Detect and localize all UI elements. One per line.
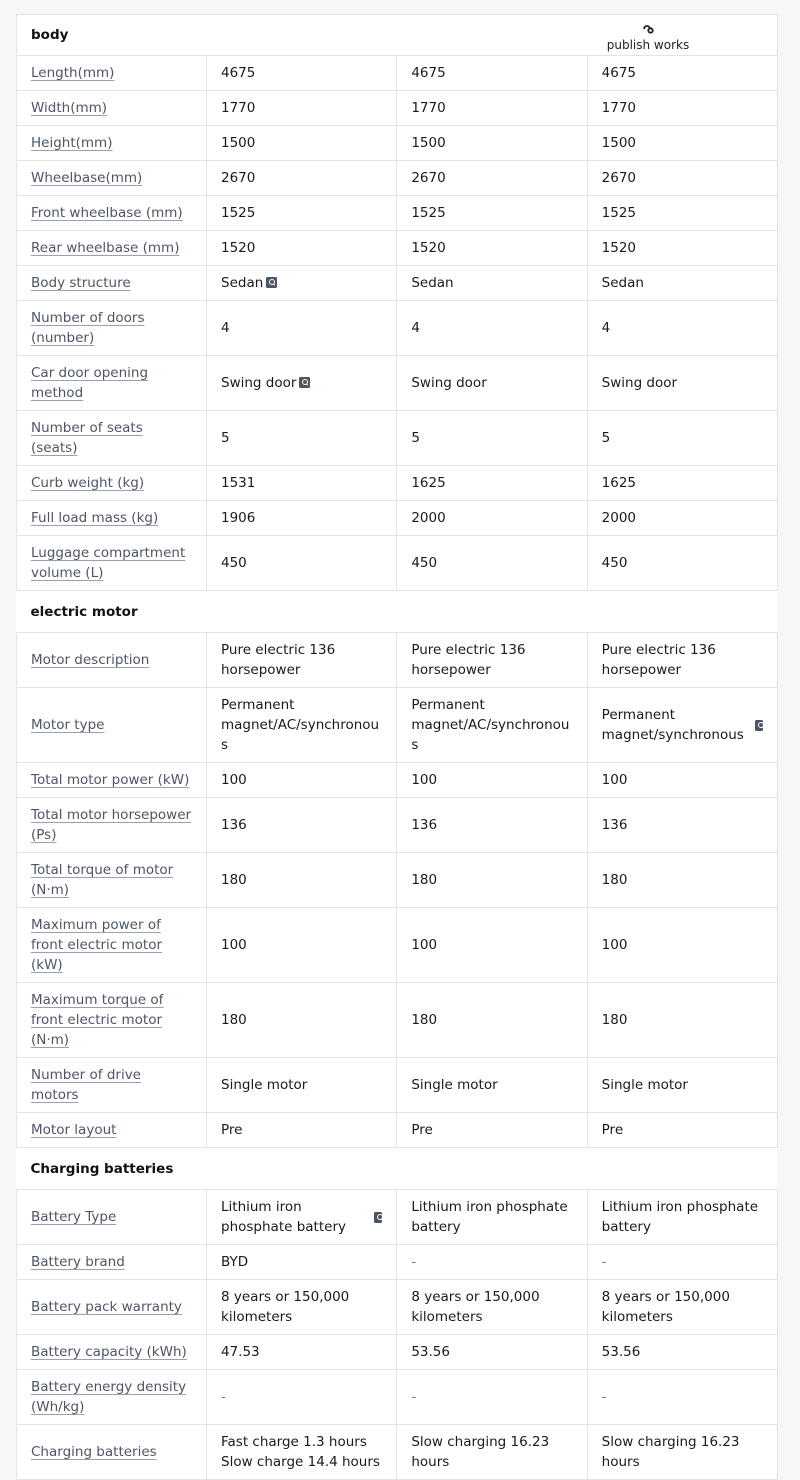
spec-value-wrap xyxy=(221,1197,382,1237)
spec-row-luggage-compartment-volume-l xyxy=(17,536,778,591)
info-search-icon[interactable] xyxy=(755,720,763,731)
publish-works-button[interactable] xyxy=(598,22,698,52)
spec-value: - xyxy=(411,1254,417,1270)
spec-value-cell xyxy=(587,126,777,161)
spec-label-link[interactable]: Front wheelbase (mm) xyxy=(17,196,207,231)
spec-row-motor-type xyxy=(17,688,778,763)
spec-value-cell xyxy=(397,56,587,91)
spec-value: Permanent magnet/AC/synchronous xyxy=(411,697,570,753)
spec-value: 100 xyxy=(411,772,438,788)
section-title: Charging batteries xyxy=(17,1148,778,1190)
section-header-charging-batteries xyxy=(17,1148,778,1190)
spec-value-cell xyxy=(207,231,397,266)
spec-label-link[interactable]: Length(mm) xyxy=(17,56,207,91)
spec-value: 100 xyxy=(411,937,438,953)
spec-value: 4675 xyxy=(221,65,256,81)
spec-value: 4 xyxy=(411,320,420,336)
spec-value-cell xyxy=(207,1335,397,1370)
spec-row-car-door-opening-method xyxy=(17,356,778,411)
spec-label-link[interactable]: Total torque of motor (N·m) xyxy=(17,853,207,908)
spec-value: 180 xyxy=(221,872,247,888)
spec-row-length-mm xyxy=(17,56,778,91)
spec-value: 450 xyxy=(221,555,247,571)
spec-value-cell xyxy=(397,91,587,126)
spec-value: 450 xyxy=(411,555,438,571)
spec-value-cell xyxy=(397,536,587,591)
spec-value-cell xyxy=(397,266,587,301)
spec-value: 53.56 xyxy=(601,1344,641,1360)
spec-label-link[interactable]: Total motor horsepower (Ps) xyxy=(17,798,207,853)
spec-value-cell xyxy=(397,501,587,536)
spec-row-maximum-torque-of-front-electric-motor-n-m xyxy=(17,983,778,1058)
spec-value: 100 xyxy=(601,937,628,953)
spec-value: 1770 xyxy=(601,100,637,116)
spec-value: Lithium iron phosphate battery xyxy=(601,1199,759,1235)
spec-value-cell xyxy=(587,196,777,231)
spec-value: 4675 xyxy=(601,65,637,81)
spec-value: Slow charging 16.23 hours xyxy=(411,1434,550,1470)
spec-value: 1520 xyxy=(601,240,637,256)
spec-value-cell xyxy=(397,633,587,688)
spec-value: 450 xyxy=(601,555,628,571)
spec-label-link[interactable]: Width(mm) xyxy=(17,91,207,126)
spec-value: 53.56 xyxy=(411,1344,450,1360)
spec-row-maximum-power-of-front-electric-motor-kw xyxy=(17,908,778,983)
spec-row-full-load-mass-kg xyxy=(17,501,778,536)
spec-value: BYD xyxy=(221,1254,249,1270)
info-search-icon[interactable] xyxy=(266,277,277,288)
spec-value: 180 xyxy=(601,872,628,888)
spec-value-cell xyxy=(397,1113,587,1148)
spec-value: Fast charge 1.3 hours Slow charge 14.4 hours xyxy=(221,1434,380,1470)
spec-value: Swing door xyxy=(221,375,297,391)
spec-label-link[interactable]: Maximum torque of front electric motor (N·m) xyxy=(17,983,207,1058)
spec-label-link[interactable]: Number of drive motors xyxy=(17,1058,207,1113)
spec-value: 2000 xyxy=(601,510,637,526)
spec-row-total-torque-of-motor-n-m xyxy=(17,853,778,908)
spec-label-link[interactable]: Body structure xyxy=(17,266,207,301)
spec-value-cell xyxy=(397,231,587,266)
spec-row-front-wheelbase-mm xyxy=(17,196,778,231)
spec-value-cell xyxy=(207,91,397,126)
spec-value: 5 xyxy=(221,430,230,446)
spec-value: Swing door xyxy=(411,375,487,391)
spec-value: 1500 xyxy=(601,135,637,151)
spec-row-wheelbase-mm xyxy=(17,161,778,196)
spec-label-link[interactable]: Car door opening method xyxy=(17,356,207,411)
spec-value-cell xyxy=(207,501,397,536)
spec-value-cell xyxy=(207,1058,397,1113)
spec-value-cell xyxy=(397,763,587,798)
spec-value-cell xyxy=(207,1190,397,1245)
spec-value: 136 xyxy=(601,817,628,833)
spec-value-cell xyxy=(207,536,397,591)
spec-value-cell xyxy=(207,908,397,983)
spec-row-battery-pack-warranty xyxy=(17,1280,778,1335)
spec-value: - xyxy=(411,1389,417,1405)
publish-works-label: publish works xyxy=(606,38,690,52)
spec-value-cell xyxy=(587,411,777,466)
spec-value: Sedan xyxy=(411,275,454,291)
spec-label-link[interactable]: Battery Type xyxy=(17,1190,207,1245)
info-search-icon[interactable] xyxy=(374,1212,382,1223)
spec-label-link[interactable]: Height(mm) xyxy=(17,126,207,161)
spec-value-cell xyxy=(397,1190,587,1245)
spec-value: 1531 xyxy=(221,475,256,491)
spec-value-cell xyxy=(587,466,777,501)
spec-value-cell xyxy=(587,1280,777,1335)
spec-value: 4 xyxy=(221,320,230,336)
spec-value: 2670 xyxy=(601,170,637,186)
spec-value-cell xyxy=(397,1245,587,1280)
spec-value: Pre xyxy=(411,1122,433,1138)
spec-value-cell xyxy=(397,411,587,466)
spec-row-total-motor-horsepower-ps xyxy=(17,798,778,853)
spec-value-cell xyxy=(397,126,587,161)
spec-label-link[interactable]: Number of seats (seats) xyxy=(17,411,207,466)
spec-value-cell xyxy=(587,798,777,853)
spec-value-cell xyxy=(587,633,777,688)
spec-value: 1770 xyxy=(221,100,256,116)
spec-row-battery-capacity-kwh xyxy=(17,1335,778,1370)
spec-value-cell xyxy=(207,196,397,231)
spec-value-cell xyxy=(587,983,777,1058)
spec-value: 100 xyxy=(221,937,247,953)
spec-value-cell xyxy=(207,126,397,161)
spec-label-link[interactable]: Total motor power (kW) xyxy=(17,763,207,798)
spec-row-width-mm xyxy=(17,91,778,126)
spec-value: 8 years or 150,000 kilometers xyxy=(411,1289,540,1325)
spec-row-curb-weight-kg xyxy=(17,466,778,501)
spec-value: Permanent magnet/synchronous xyxy=(601,707,744,743)
spec-row-battery-energy-density-wh-kg xyxy=(17,1370,778,1425)
spec-value: Single motor xyxy=(411,1077,498,1093)
spec-value: 136 xyxy=(221,817,247,833)
spec-label-link[interactable]: Motor description xyxy=(17,633,207,688)
spec-value-cell xyxy=(207,983,397,1058)
spec-value: Pre xyxy=(221,1122,243,1138)
spec-value-cell xyxy=(397,1280,587,1335)
spec-label-link[interactable]: Motor layout xyxy=(17,1113,207,1148)
spec-value: - xyxy=(601,1254,607,1270)
spec-value: 1520 xyxy=(411,240,446,256)
spec-value: 1520 xyxy=(221,240,256,256)
spec-value-cell xyxy=(207,301,397,356)
spec-label-link[interactable]: Rear wheelbase (mm) xyxy=(17,231,207,266)
section-title: body xyxy=(17,15,778,56)
spec-label-link[interactable]: Curb weight (kg) xyxy=(17,466,207,501)
spec-row-number-of-doors-number xyxy=(17,301,778,356)
spec-row-body-structure xyxy=(17,266,778,301)
spec-value: - xyxy=(601,1389,607,1405)
spec-value-cell xyxy=(207,1245,397,1280)
spec-value: Sedan xyxy=(221,275,264,291)
spec-value-cell xyxy=(207,161,397,196)
spec-value: 47.53 xyxy=(221,1344,260,1360)
spec-label-link[interactable]: Battery pack warranty xyxy=(17,1280,207,1335)
spec-value-cell xyxy=(587,1425,777,1480)
spec-label-link[interactable]: Number of doors (number) xyxy=(17,301,207,356)
spec-value: Lithium iron phosphate battery xyxy=(221,1199,346,1235)
spec-value-cell xyxy=(397,1335,587,1370)
spec-value-cell xyxy=(587,536,777,591)
spec-row-motor-layout xyxy=(17,1113,778,1148)
spec-value-wrap xyxy=(602,705,763,745)
spec-table-container xyxy=(16,14,777,1480)
spec-value-cell xyxy=(397,908,587,983)
spec-value-cell xyxy=(587,161,777,196)
spec-value-cell xyxy=(397,301,587,356)
spec-value-cell xyxy=(397,356,587,411)
spec-value: 1500 xyxy=(221,135,256,151)
link-icon xyxy=(641,22,655,36)
spec-value-cell xyxy=(207,411,397,466)
spec-row-charging-batteries xyxy=(17,1425,778,1480)
spec-value-cell xyxy=(207,266,397,301)
spec-value: 2670 xyxy=(221,170,256,186)
spec-row-number-of-seats-seats xyxy=(17,411,778,466)
spec-value: 5 xyxy=(601,430,611,446)
spec-value-cell xyxy=(207,853,397,908)
spec-value-cell xyxy=(587,266,777,301)
info-search-icon[interactable] xyxy=(299,377,310,388)
spec-value-cell xyxy=(207,1425,397,1480)
spec-label-link[interactable]: Charging batteries xyxy=(17,1425,207,1480)
spec-value: 1906 xyxy=(221,510,256,526)
spec-value: Pure electric 136 horsepower xyxy=(601,642,716,678)
spec-value: 180 xyxy=(221,1012,247,1028)
spec-value-cell xyxy=(207,798,397,853)
spec-value-cell xyxy=(397,1058,587,1113)
spec-value-cell xyxy=(587,1370,777,1425)
spec-value: 1625 xyxy=(601,475,637,491)
spec-value: 5 xyxy=(411,430,420,446)
spec-value: Pre xyxy=(601,1122,624,1138)
spec-value-cell xyxy=(397,1370,587,1425)
spec-value: 1525 xyxy=(221,205,256,221)
spec-value: 4 xyxy=(601,320,611,336)
spec-value: 136 xyxy=(411,817,438,833)
spec-value: Pure electric 136 horsepower xyxy=(411,642,526,678)
spec-value-cell xyxy=(397,466,587,501)
spec-label-link[interactable]: Motor type xyxy=(17,688,207,763)
spec-value-cell xyxy=(207,1370,397,1425)
spec-row-rear-wheelbase-mm xyxy=(17,231,778,266)
spec-label-link[interactable]: Maximum power of front electric motor (kW) xyxy=(17,908,207,983)
spec-value: Lithium iron phosphate battery xyxy=(411,1199,568,1235)
spec-value-cell xyxy=(587,1190,777,1245)
spec-value: 1625 xyxy=(411,475,446,491)
spec-value: 2670 xyxy=(411,170,446,186)
spec-value-cell xyxy=(587,91,777,126)
spec-value-cell xyxy=(587,1245,777,1280)
spec-value-cell xyxy=(207,633,397,688)
spec-value-cell xyxy=(587,1113,777,1148)
spec-value: Single motor xyxy=(221,1077,308,1093)
spec-label-link[interactable]: Battery brand xyxy=(17,1245,207,1280)
spec-value-cell xyxy=(207,1113,397,1148)
spec-value-cell xyxy=(587,1058,777,1113)
spec-value: Pure electric 136 horsepower xyxy=(221,642,336,678)
spec-value-cell xyxy=(397,196,587,231)
spec-value-cell xyxy=(587,908,777,983)
spec-value-cell xyxy=(397,853,587,908)
spec-row-battery-brand xyxy=(17,1245,778,1280)
spec-label-link[interactable]: Battery energy density (Wh/kg) xyxy=(17,1370,207,1425)
spec-value-cell xyxy=(207,356,397,411)
spec-value: 2000 xyxy=(411,510,446,526)
spec-value-cell xyxy=(397,161,587,196)
spec-value: 4675 xyxy=(411,65,446,81)
spec-value-cell xyxy=(587,1335,777,1370)
spec-value-cell xyxy=(587,301,777,356)
spec-value: Swing door xyxy=(601,375,678,391)
spec-row-height-mm xyxy=(17,126,778,161)
spec-value-cell xyxy=(397,1425,587,1480)
spec-value-cell xyxy=(397,798,587,853)
spec-value-cell xyxy=(587,231,777,266)
spec-value: Slow charging 16.23 hours xyxy=(601,1434,740,1470)
spec-value: 1525 xyxy=(601,205,637,221)
spec-value-cell xyxy=(587,763,777,798)
spec-label-link[interactable]: Battery capacity (kWh) xyxy=(17,1335,207,1370)
spec-value: 100 xyxy=(221,772,247,788)
spec-value: 1500 xyxy=(411,135,446,151)
spec-value: 180 xyxy=(601,1012,628,1028)
spec-value-cell xyxy=(587,688,777,763)
spec-row-total-motor-power-kw xyxy=(17,763,778,798)
spec-value: Permanent magnet/AC/synchronous xyxy=(221,697,380,753)
spec-value-cell xyxy=(207,466,397,501)
spec-value-cell xyxy=(587,853,777,908)
spec-value-cell xyxy=(397,983,587,1058)
spec-value-cell xyxy=(207,56,397,91)
spec-value: - xyxy=(221,1389,226,1405)
spec-value-cell xyxy=(397,688,587,763)
section-header-electric-motor xyxy=(17,591,778,633)
spec-row-battery-type xyxy=(17,1190,778,1245)
spec-label-link[interactable]: Luggage compartment volume (L) xyxy=(17,536,207,591)
spec-label-link[interactable]: Wheelbase(mm) xyxy=(17,161,207,196)
spec-value: 1770 xyxy=(411,100,446,116)
spec-value: 8 years or 150,000 kilometers xyxy=(221,1289,350,1325)
spec-value: 8 years or 150,000 kilometers xyxy=(601,1289,730,1325)
spec-row-motor-description xyxy=(17,633,778,688)
spec-value-cell xyxy=(207,688,397,763)
spec-value-cell xyxy=(587,56,777,91)
spec-table xyxy=(16,14,778,1480)
spec-label-link[interactable]: Full load mass (kg) xyxy=(17,501,207,536)
spec-value-cell xyxy=(207,763,397,798)
spec-row-number-of-drive-motors xyxy=(17,1058,778,1113)
spec-value: 1525 xyxy=(411,205,446,221)
spec-value: 100 xyxy=(601,772,628,788)
spec-value: Single motor xyxy=(601,1077,688,1093)
spec-value-cell xyxy=(587,356,777,411)
spec-value: Sedan xyxy=(601,275,644,291)
spec-value-cell xyxy=(207,1280,397,1335)
spec-value: 180 xyxy=(411,1012,438,1028)
spec-value-cell xyxy=(587,501,777,536)
section-title: electric motor xyxy=(17,591,778,633)
spec-value: 180 xyxy=(411,872,438,888)
